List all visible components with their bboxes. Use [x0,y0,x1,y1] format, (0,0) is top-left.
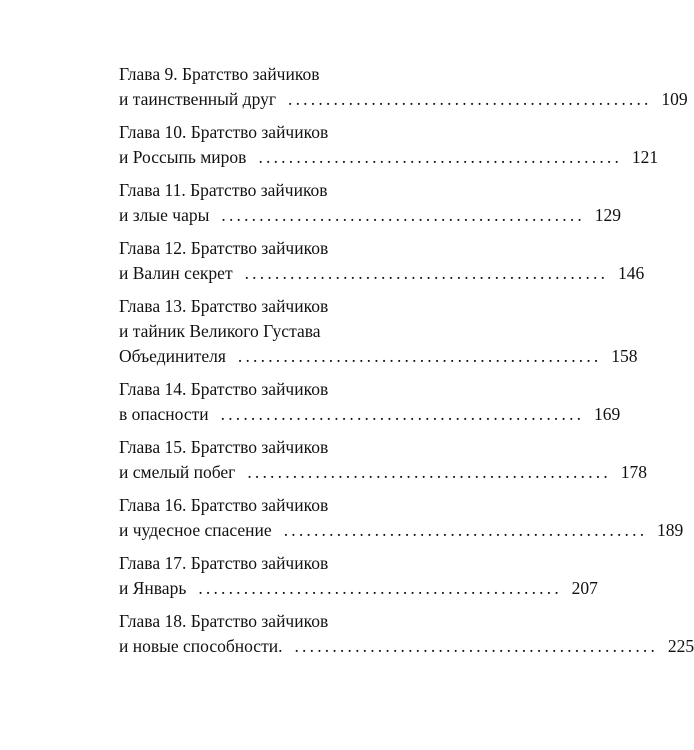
dot-leader: ................................................ [198,578,562,598]
dot-leader: ................................................ [288,89,652,109]
chapter-subtitle-row [119,261,645,286]
page-number: 178 [620,462,647,482]
page-number: 121 [631,147,659,167]
chapter-title: Глава 16. Братство зайчиков [119,495,329,515]
chapter-subtitle-row [119,145,659,170]
dot-leader: ................................................ [283,520,648,540]
page-number: 189 [657,520,684,540]
toc-entry-chapter-13[interactable] [119,294,638,369]
dot-leader: ................................................ [294,636,659,656]
dot-leader: ................................................ [244,263,609,283]
chapter-title: Глава 9. Братство зайчиков [119,64,320,84]
page-number: 207 [571,578,598,598]
page-number: 225 [667,636,694,656]
toc-entry-chapter-14[interactable] [119,377,621,427]
toc-entry-chapter-12[interactable] [119,236,645,286]
chapter-subtitle-row [119,518,684,543]
chapter-subtitle: и злые чары [119,205,210,225]
chapter-title: Глава 15. Братство зайчиков [119,437,329,457]
chapter-subtitle-row [119,634,694,659]
chapter-subtitle: и таинственный друг [119,89,277,109]
chapter-subtitle: и Январь [119,578,187,598]
chapter-title: Глава 14. Братство зайчиков [119,379,329,399]
dot-leader: ................................................ [221,205,585,225]
chapter-subtitle: и новые способности. [119,636,283,656]
chapter-title: Глава 18. Братство зайчиков [119,611,329,631]
chapter-subtitle-row [119,576,598,601]
dot-leader: ................................................ [220,404,585,424]
toc-entry-chapter-9[interactable] [119,62,688,112]
chapter-subtitle-continued: Объединителя [119,346,226,366]
toc-entry-chapter-11[interactable] [119,178,621,228]
chapter-subtitle: и чудесное спасение [119,520,272,540]
page-number: 129 [594,205,621,225]
chapter-subtitle: и тайник Великого Густава [119,321,321,341]
dot-leader: ................................................ [258,147,623,167]
toc-entry-chapter-15[interactable] [119,435,647,485]
chapter-subtitle-row [119,203,621,228]
chapter-subtitle-row [119,344,638,369]
page-number: 109 [661,89,688,109]
page-number: 158 [611,346,638,366]
chapter-subtitle: и Валин секрет [119,263,233,283]
dot-leader: ................................................ [247,462,611,482]
toc-entry-chapter-10[interactable] [119,120,659,170]
chapter-subtitle: и смелый побег [119,462,236,482]
chapter-subtitle-row [119,460,647,485]
toc-entry-chapter-17[interactable] [119,551,598,601]
chapter-title: Глава 17. Братство зайчиков [119,553,329,573]
table-of-contents [119,62,694,667]
toc-entry-chapter-18[interactable] [119,609,694,659]
chapter-title: Глава 12. Братство зайчиков [119,238,329,258]
chapter-subtitle-row [119,402,621,427]
chapter-subtitle-row [119,87,688,112]
page-number: 146 [617,263,645,283]
page-number: 169 [593,404,621,424]
dot-leader: ................................................ [237,346,602,366]
chapter-title: Глава 13. Братство зайчиков [119,296,329,316]
toc-entry-chapter-16[interactable] [119,493,684,543]
chapter-title: Глава 11. Братство зайчиков [119,180,328,200]
chapter-title: Глава 10. Братство зайчиков [119,122,329,142]
chapter-subtitle: и Россыпь миров [119,147,247,167]
chapter-subtitle: в опасности [119,404,209,424]
